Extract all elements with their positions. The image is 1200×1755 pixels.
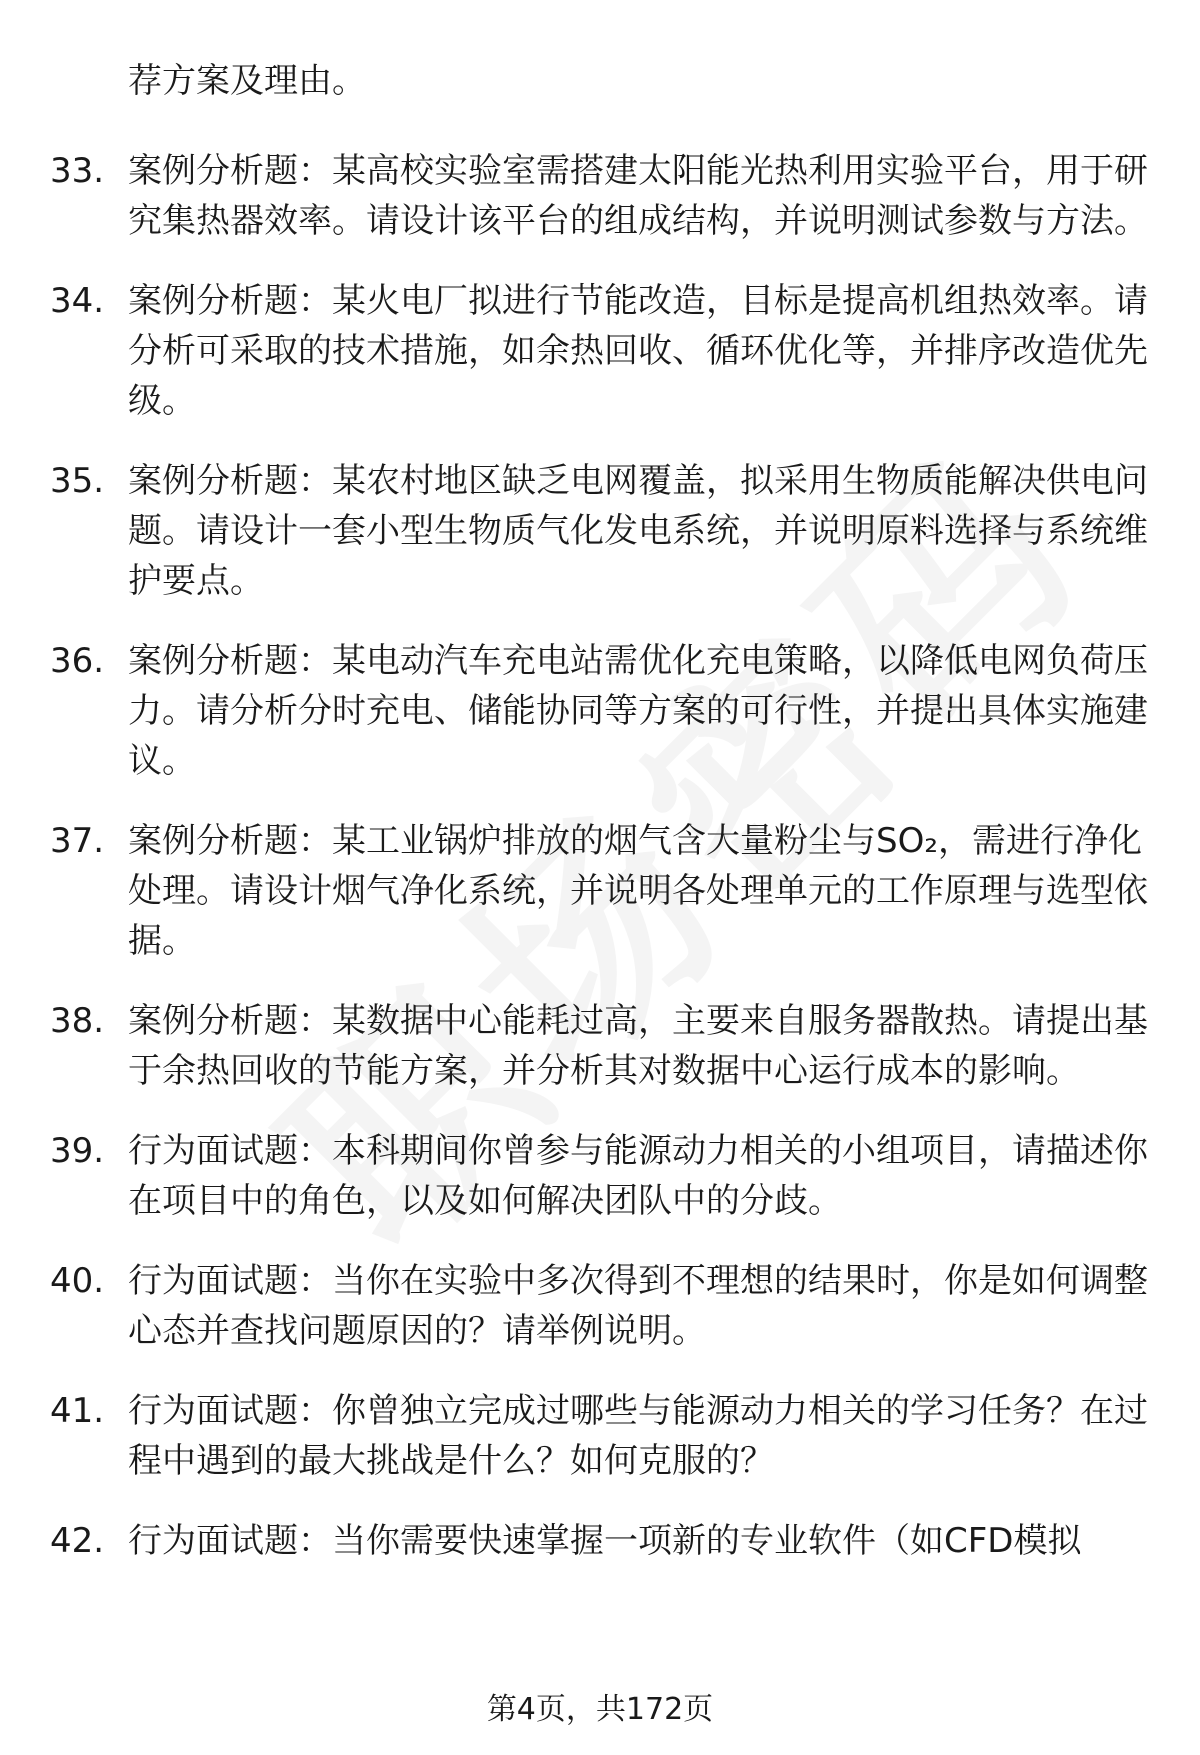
question-text: 行为面试题：当你在实验中多次得到不理想的结果时，你是如何调整心态并查找问题原因的？请举例说明。 [128, 1261, 1148, 1351]
question-item [50, 1256, 1150, 1356]
question-number: 40. [50, 1261, 105, 1301]
question-item [50, 146, 1150, 246]
question-item [50, 1516, 1150, 1566]
question-number: 37. [50, 821, 105, 861]
question-text: 案例分析题：某火电厂拟进行节能改造，目标是提高机组热效率。请分析可采取的技术措施，如余热回收、循环优化等，并排序改造优先级。 [128, 281, 1148, 421]
page-number-footer: 第4页，共172页 [486, 1692, 714, 1727]
question-list [50, 146, 1150, 1596]
continued-text-fragment: 荐方案及理由。 [128, 61, 366, 101]
question-number: 35. [50, 461, 105, 501]
question-item [50, 636, 1150, 786]
question-text: 行为面试题：当你需要快速掌握一项新的专业软件（如CFD模拟 [128, 1521, 1082, 1561]
question-text: 案例分析题：某工业锅炉排放的烟气含大量粉尘与SO₂，需进行净化处理。请设计烟气净化系统，并说明各处理单元的工作原理与选型依据。 [128, 821, 1148, 961]
question-text: 案例分析题：某数据中心能耗过高，主要来自服务器散热。请提出基于余热回收的节能方案，并分析其对数据中心运行成本的影响。 [128, 1001, 1148, 1091]
question-text: 案例分析题：某农村地区缺乏电网覆盖，拟采用生物质能解决供电问题。请设计一套小型生物质气化发电系统，并说明原料选择与系统维护要点。 [128, 461, 1148, 601]
question-text: 案例分析题：某高校实验室需搭建太阳能光热利用实验平台，用于研究集热器效率。请设计该平台的组成结构，并说明测试参数与方法。 [128, 151, 1148, 241]
question-text: 案例分析题：某电动汽车充电站需优化充电策略，以降低电网负荷压力。请分析分时充电、储能协同等方案的可行性，并提出具体实施建议。 [128, 641, 1148, 781]
question-item [50, 1126, 1150, 1226]
question-number: 39. [50, 1131, 105, 1171]
question-number: 34. [50, 281, 105, 321]
question-number: 33. [50, 151, 105, 191]
question-item [50, 996, 1150, 1096]
question-item [50, 276, 1150, 426]
question-item [50, 816, 1150, 966]
question-number: 41. [50, 1391, 105, 1431]
question-item [50, 456, 1150, 606]
question-text: 行为面试题：本科期间你曾参与能源动力相关的小组项目，请描述你在项目中的角色，以及如何解决团队中的分歧。 [128, 1131, 1148, 1221]
question-number: 38. [50, 1001, 105, 1041]
question-number: 36. [50, 641, 105, 681]
question-text: 行为面试题：你曾独立完成过哪些与能源动力相关的学习任务？在过程中遇到的最大挑战是什么？如何克服的？ [128, 1391, 1148, 1481]
question-number: 42. [50, 1521, 105, 1561]
question-item [50, 1386, 1150, 1486]
